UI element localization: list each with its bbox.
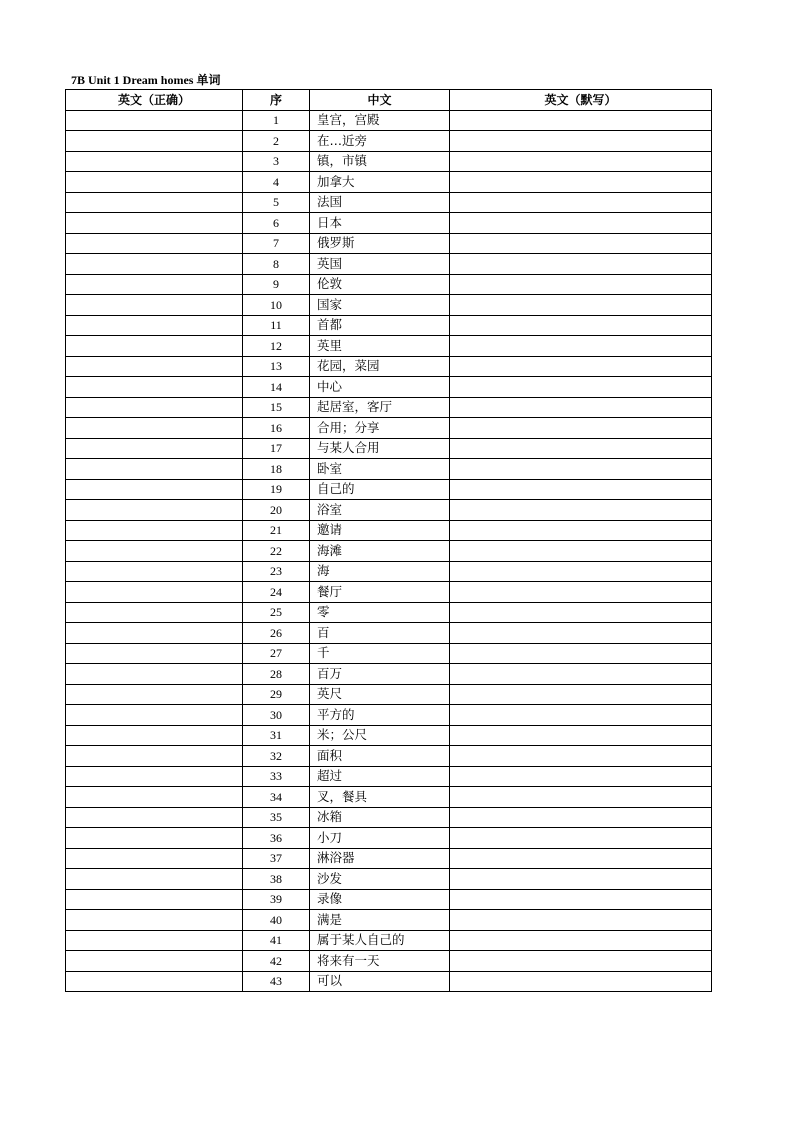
english-dictation-cell	[450, 397, 712, 418]
english-dictation-cell	[450, 541, 712, 562]
row-number: 2	[243, 131, 310, 152]
english-dictation-cell	[450, 274, 712, 295]
english-correct-cell	[66, 766, 243, 787]
english-dictation-cell	[450, 561, 712, 582]
row-number: 34	[243, 787, 310, 808]
english-correct-cell	[66, 131, 243, 152]
table-row	[66, 664, 712, 685]
english-dictation-cell	[450, 787, 712, 808]
english-dictation-cell	[450, 295, 712, 316]
row-number: 20	[243, 500, 310, 521]
english-dictation-cell	[450, 500, 712, 521]
english-correct-cell	[66, 848, 243, 869]
english-correct-cell	[66, 951, 243, 972]
row-number: 33	[243, 766, 310, 787]
table-row	[66, 561, 712, 582]
english-correct-cell	[66, 274, 243, 295]
table-row	[66, 828, 712, 849]
row-number: 16	[243, 418, 310, 439]
chinese-meaning: 录像	[310, 889, 450, 910]
row-number: 26	[243, 623, 310, 644]
table-row	[66, 705, 712, 726]
english-correct-cell	[66, 295, 243, 316]
chinese-meaning: 叉，餐具	[310, 787, 450, 808]
english-dictation-cell	[450, 233, 712, 254]
english-dictation-cell	[450, 807, 712, 828]
chinese-meaning: 邀请	[310, 520, 450, 541]
table-row	[66, 254, 712, 275]
english-correct-cell	[66, 213, 243, 234]
chinese-meaning: 与某人合用	[310, 438, 450, 459]
english-correct-cell	[66, 479, 243, 500]
row-number: 4	[243, 172, 310, 193]
chinese-meaning: 卧室	[310, 459, 450, 480]
row-number: 18	[243, 459, 310, 480]
document-title: 7B Unit 1 Dream homes 单词	[71, 73, 221, 87]
english-dictation-cell	[450, 438, 712, 459]
row-number: 17	[243, 438, 310, 459]
english-dictation-cell	[450, 459, 712, 480]
chinese-meaning: 起居室，客厅	[310, 397, 450, 418]
table-row	[66, 377, 712, 398]
table-row	[66, 807, 712, 828]
english-dictation-cell	[450, 336, 712, 357]
table-row	[66, 418, 712, 439]
english-dictation-cell	[450, 520, 712, 541]
chinese-meaning: 超过	[310, 766, 450, 787]
english-correct-cell	[66, 971, 243, 992]
row-number: 31	[243, 725, 310, 746]
chinese-meaning: 中心	[310, 377, 450, 398]
row-number: 13	[243, 356, 310, 377]
english-correct-cell	[66, 336, 243, 357]
table-row	[66, 233, 712, 254]
english-dictation-cell	[450, 705, 712, 726]
table-row	[66, 971, 712, 992]
english-dictation-cell	[450, 971, 712, 992]
row-number: 29	[243, 684, 310, 705]
row-number: 6	[243, 213, 310, 234]
english-correct-cell	[66, 397, 243, 418]
row-number: 15	[243, 397, 310, 418]
english-correct-cell	[66, 889, 243, 910]
chinese-meaning: 合用；分享	[310, 418, 450, 439]
table-row	[66, 602, 712, 623]
table-header-row	[66, 90, 712, 111]
row-number: 24	[243, 582, 310, 603]
chinese-meaning: 面积	[310, 746, 450, 767]
row-number: 5	[243, 192, 310, 213]
table-row	[66, 459, 712, 480]
chinese-meaning: 平方的	[310, 705, 450, 726]
table-row	[66, 131, 712, 152]
english-correct-cell	[66, 418, 243, 439]
english-correct-cell	[66, 725, 243, 746]
english-correct-cell	[66, 623, 243, 644]
english-dictation-cell	[450, 356, 712, 377]
english-dictation-cell	[450, 254, 712, 275]
chinese-meaning: 可以	[310, 971, 450, 992]
english-correct-cell	[66, 869, 243, 890]
table-row	[66, 151, 712, 172]
table-row	[66, 787, 712, 808]
chinese-meaning: 米；公尺	[310, 725, 450, 746]
english-correct-cell	[66, 746, 243, 767]
english-dictation-cell	[450, 725, 712, 746]
chinese-meaning: 小刀	[310, 828, 450, 849]
english-dictation-cell	[450, 131, 712, 152]
english-correct-cell	[66, 356, 243, 377]
vocabulary-table	[65, 89, 712, 992]
english-correct-cell	[66, 151, 243, 172]
table-row	[66, 725, 712, 746]
english-dictation-cell	[450, 151, 712, 172]
english-correct-cell	[66, 643, 243, 664]
header-number: 序	[243, 90, 310, 111]
english-dictation-cell	[450, 930, 712, 951]
row-number: 28	[243, 664, 310, 685]
english-dictation-cell	[450, 418, 712, 439]
chinese-meaning: 浴室	[310, 500, 450, 521]
row-number: 40	[243, 910, 310, 931]
row-number: 10	[243, 295, 310, 316]
english-dictation-cell	[450, 746, 712, 767]
english-correct-cell	[66, 684, 243, 705]
chinese-meaning: 零	[310, 602, 450, 623]
table-row	[66, 356, 712, 377]
row-number: 43	[243, 971, 310, 992]
row-number: 36	[243, 828, 310, 849]
chinese-meaning: 在…近旁	[310, 131, 450, 152]
table-row	[66, 910, 712, 931]
row-number: 9	[243, 274, 310, 295]
table-row	[66, 541, 712, 562]
chinese-meaning: 英里	[310, 336, 450, 357]
table-row	[66, 746, 712, 767]
chinese-meaning: 花园，菜园	[310, 356, 450, 377]
english-dictation-cell	[450, 828, 712, 849]
english-correct-cell	[66, 705, 243, 726]
english-dictation-cell	[450, 664, 712, 685]
chinese-meaning: 英尺	[310, 684, 450, 705]
chinese-meaning: 俄罗斯	[310, 233, 450, 254]
chinese-meaning: 自己的	[310, 479, 450, 500]
chinese-meaning: 将来有一天	[310, 951, 450, 972]
english-correct-cell	[66, 315, 243, 336]
table-row	[66, 192, 712, 213]
english-correct-cell	[66, 664, 243, 685]
header-english-dictation: 英文（默写）	[450, 90, 712, 111]
english-correct-cell	[66, 787, 243, 808]
table-row	[66, 500, 712, 521]
english-dictation-cell	[450, 602, 712, 623]
chinese-meaning: 满是	[310, 910, 450, 931]
row-number: 7	[243, 233, 310, 254]
english-correct-cell	[66, 110, 243, 131]
chinese-meaning: 日本	[310, 213, 450, 234]
english-correct-cell	[66, 582, 243, 603]
chinese-meaning: 皇宫，宫殿	[310, 110, 450, 131]
table-row	[66, 869, 712, 890]
english-correct-cell	[66, 438, 243, 459]
row-number: 35	[243, 807, 310, 828]
table-row	[66, 336, 712, 357]
chinese-meaning: 镇，市镇	[310, 151, 450, 172]
chinese-meaning: 加拿大	[310, 172, 450, 193]
table-row	[66, 766, 712, 787]
english-correct-cell	[66, 541, 243, 562]
english-correct-cell	[66, 602, 243, 623]
english-correct-cell	[66, 192, 243, 213]
english-correct-cell	[66, 807, 243, 828]
row-number: 27	[243, 643, 310, 664]
table-row	[66, 397, 712, 418]
chinese-meaning: 千	[310, 643, 450, 664]
table-row	[66, 315, 712, 336]
english-dictation-cell	[450, 910, 712, 931]
row-number: 37	[243, 848, 310, 869]
english-dictation-cell	[450, 377, 712, 398]
row-number: 39	[243, 889, 310, 910]
english-dictation-cell	[450, 582, 712, 603]
row-number: 19	[243, 479, 310, 500]
english-correct-cell	[66, 233, 243, 254]
table-row	[66, 930, 712, 951]
table-row	[66, 643, 712, 664]
row-number: 42	[243, 951, 310, 972]
english-correct-cell	[66, 828, 243, 849]
row-number: 22	[243, 541, 310, 562]
chinese-meaning: 伦敦	[310, 274, 450, 295]
table-body	[66, 110, 712, 992]
header-english-correct: 英文（正确）	[66, 90, 243, 111]
english-dictation-cell	[450, 643, 712, 664]
table-row	[66, 848, 712, 869]
english-dictation-cell	[450, 213, 712, 234]
table-row	[66, 951, 712, 972]
chinese-meaning: 百	[310, 623, 450, 644]
row-number: 21	[243, 520, 310, 541]
table-row	[66, 582, 712, 603]
english-correct-cell	[66, 377, 243, 398]
chinese-meaning: 法国	[310, 192, 450, 213]
english-dictation-cell	[450, 110, 712, 131]
row-number: 12	[243, 336, 310, 357]
english-dictation-cell	[450, 315, 712, 336]
table-row	[66, 438, 712, 459]
table-row	[66, 889, 712, 910]
row-number: 32	[243, 746, 310, 767]
table-row	[66, 295, 712, 316]
chinese-meaning: 海滩	[310, 541, 450, 562]
english-dictation-cell	[450, 479, 712, 500]
table-row	[66, 684, 712, 705]
row-number: 8	[243, 254, 310, 275]
chinese-meaning: 海	[310, 561, 450, 582]
english-correct-cell	[66, 459, 243, 480]
english-correct-cell	[66, 520, 243, 541]
chinese-meaning: 英国	[310, 254, 450, 275]
english-dictation-cell	[450, 684, 712, 705]
english-correct-cell	[66, 172, 243, 193]
header-chinese: 中文	[310, 90, 450, 111]
english-correct-cell	[66, 500, 243, 521]
row-number: 41	[243, 930, 310, 951]
table-row	[66, 623, 712, 644]
row-number: 25	[243, 602, 310, 623]
row-number: 1	[243, 110, 310, 131]
chinese-meaning: 沙发	[310, 869, 450, 890]
row-number: 3	[243, 151, 310, 172]
row-number: 23	[243, 561, 310, 582]
english-correct-cell	[66, 930, 243, 951]
row-number: 38	[243, 869, 310, 890]
table-row	[66, 520, 712, 541]
chinese-meaning: 百万	[310, 664, 450, 685]
table-row	[66, 110, 712, 131]
row-number: 30	[243, 705, 310, 726]
english-dictation-cell	[450, 172, 712, 193]
english-dictation-cell	[450, 192, 712, 213]
chinese-meaning: 冰箱	[310, 807, 450, 828]
english-dictation-cell	[450, 889, 712, 910]
chinese-meaning: 餐厅	[310, 582, 450, 603]
table-row	[66, 274, 712, 295]
english-dictation-cell	[450, 623, 712, 644]
table-row	[66, 213, 712, 234]
row-number: 11	[243, 315, 310, 336]
english-correct-cell	[66, 910, 243, 931]
english-correct-cell	[66, 254, 243, 275]
english-correct-cell	[66, 561, 243, 582]
english-dictation-cell	[450, 951, 712, 972]
chinese-meaning: 国家	[310, 295, 450, 316]
english-dictation-cell	[450, 766, 712, 787]
english-dictation-cell	[450, 869, 712, 890]
chinese-meaning: 首都	[310, 315, 450, 336]
english-dictation-cell	[450, 848, 712, 869]
chinese-meaning: 淋浴器	[310, 848, 450, 869]
row-number: 14	[243, 377, 310, 398]
table-row	[66, 479, 712, 500]
table-row	[66, 172, 712, 193]
chinese-meaning: 属于某人自己的	[310, 930, 450, 951]
